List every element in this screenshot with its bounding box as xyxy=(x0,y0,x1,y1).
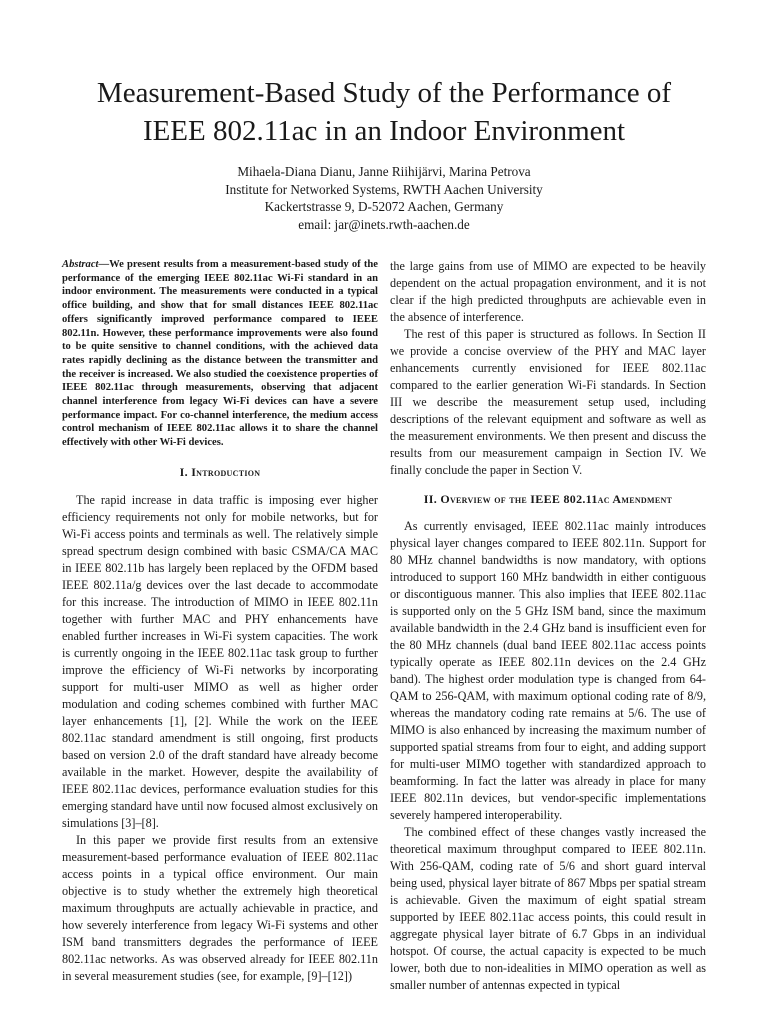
abstract xyxy=(62,258,378,450)
section-heading-overview: II. Overview of the IEEE 802.11ac Amendment xyxy=(423,492,673,506)
paragraph: In this paper we provide first results from an extensive measurement-based performance evaluation of IEEE 802.11ac access points in a typical office environment. Our main objective is to study whether the extremely high theoretical maximum throughputs are actually achievable in practice, and how severely interference from legacy Wi-Fi systems and other ISM band transmitters degrades the performance of IEEE 802.11ac networks. As was observed already for IEEE 802.11n in several measurement studies (see, for example, [9]–[12]) xyxy=(62,832,378,983)
abstract-label: Abstract xyxy=(62,259,99,270)
author-address: Kackertstrasse 9, D-52072 Aachen, Germany xyxy=(264,199,504,215)
author-block xyxy=(40,163,728,233)
section-heading-introduction: I. Introduction xyxy=(179,464,261,479)
paper-title xyxy=(40,74,728,150)
title-line: IEEE 802.11ac in an Indoor Environment xyxy=(142,115,626,147)
author-email: email: jar@inets.rwth-aachen.de xyxy=(298,216,470,232)
author-affiliation: Institute for Networked Systems, RWTH Aachen University xyxy=(225,181,543,197)
paragraph-continuation: the large gains from use of MIMO are expected to be heavily dependent on the actual propagation environment, and it is not clear if the high predicted throughputs are achievable even in the absence of interference. xyxy=(390,259,706,324)
paragraph: The rapid increase in data traffic is imposing ever higher efficiency requirements not only for mobile networks, but for Wi-Fi access points and terminals as well. The relatively simple spread spectrum design combined with basic CSMA/CA MAC in IEEE 802.11b has largely been replaced by the OFDM based IEEE 802.11a/g devices over the last decade to accommodate for this increase. The introduction of MIMO in IEEE 802.11n together with further MAC and PHY enhancements have enabled further increases in Wi-Fi system capacities. The work is currently ongoing in the IEEE 802.11ac task group to further improve the efficiency of Wi-Fi networks by incorporating support for multi-user MIMO as well as higher order modulation and coding schemes combined with further MAC layer enhancements [1], [2]. While the work on the IEEE 802.11ac standard amendment is still ongoing, first products based on version 2.0 of the draft standard have already become available in the market. However, despite the availability of IEEE 802.11ac devices, performance evaluation studies for this emerging standard have until now focused almost exclusively on simulations [3]–[8]. xyxy=(62,492,378,830)
abstract-dash: — xyxy=(98,259,110,270)
title-line: Measurement-Based Study of the Performance of xyxy=(96,77,672,109)
paragraph: As currently envisaged, IEEE 802.11ac mainly introduces physical layer changes compared to IEEE 802.11n. Support for 80 MHz channel bandwidths is now mandatory, with options introduced to support 160 MHz bandwidth in either contiguous or discontiguous manner. This also implies that IEEE 802.11ac is supported only on the 5 GHz ISM band, since the maximum available bandwidth in the 2.4 GHz band is insufficient even for the 80 MHz channels (dual band IEEE 802.11ac access points typically operate as IEEE 802.11n devices on the 2.4 GHz band). The highest order modulation type is changed from 64-QAM to 256-QAM, with maximum optional coding rate of 8/9, whereas the mandatory coding rate remains at 5/6. The use of MIMO is also enhanced by increasing the maximum number of supported spatial streams from four to eight, and adding support for multi-user MIMO together with standardized approach to beamforming. In fact the latter was already in place for many IEEE 802.11n devices, but vendor-specific implementations severely hampered interoperability. xyxy=(390,519,706,822)
left-column xyxy=(62,258,378,985)
paragraph: The combined effect of these changes vastly increased the theoretical maximum throughput compared to IEEE 802.11n. With 256-QAM, coding rate of 5/6 and short guard interval being used, physical layer bitrate of 867 Mbps per spatial stream is achievable. Given the maximum of eight spatial stream supported by IEEE 802.11ac access points, this could result in aggregate physical layer bitrate of 6.7 Gbps in an individual hotspot. Of course, the actual capacity is expected to be much lower, both due to non-idealities in MIMO operation as well as smaller number of antennas expected in typical xyxy=(390,825,706,992)
paragraph: The rest of this paper is structured as follows. In Section II we provide a concise overview of the PHY and MAC layer enhancements currently envisioned for IEEE 802.11ac compared to the earlier generation Wi-Fi standards. In Section III we describe the measurement setup used, including descriptions of the relevant equipment and software as well as the measurement environments. We then present and discuss the results from our measurement campaign in Section IV. We finally conclude the paper in Section V. xyxy=(390,327,706,477)
abstract-text: We present results from a measurement-based study of the performance of the emerging IEEE 802.11ac Wi-Fi standard in an indoor environment. The measurements were conducted in a typical office building, and show that for small distances IEEE 802.11ac offers significantly improved performance compared to IEEE 802.11n. However, these performance improvements were also found to be quite sensitive to channel conditions, with the achieved data rates rapidly declining as the distance between the transmitter and the receiver is increased. We also studied the coexistence properties of IEEE 802.11ac through measurements, observing that adjacent channel interference from legacy Wi-Fi devices can have a severe performance impact. For co-channel interference, the medium access control mechanism of IEEE 802.11ac allows it to share the channel effectively with other Wi-Fi devices. xyxy=(62,259,378,449)
right-column xyxy=(390,258,706,994)
author-names: Mihaela-Diana Dianu, Janne Riihijärvi, Marina Petrova xyxy=(237,164,531,179)
